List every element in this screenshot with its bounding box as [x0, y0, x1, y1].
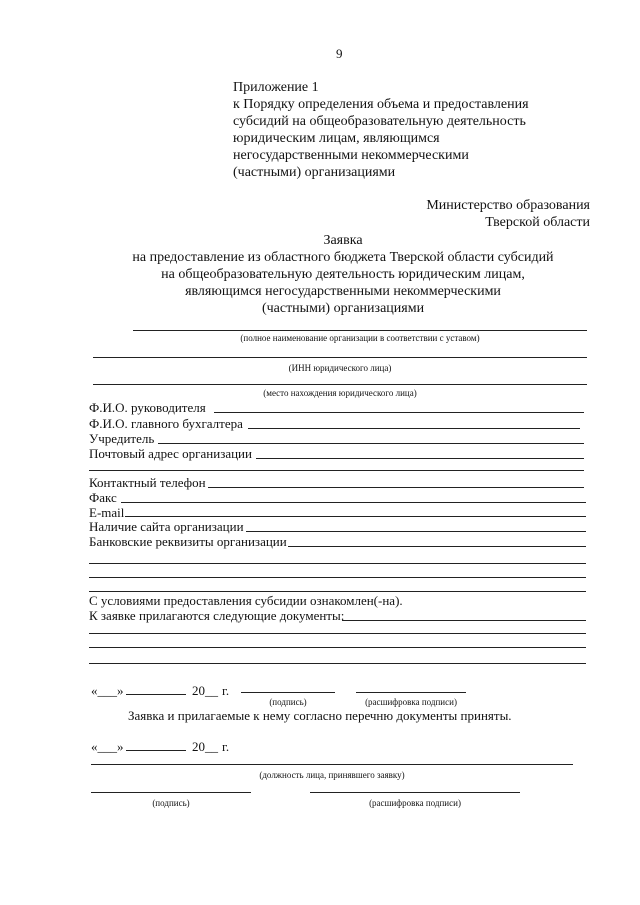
- head-line[interactable]: [214, 412, 584, 413]
- founder-line[interactable]: [158, 443, 584, 444]
- form-title: Заявка: [323, 233, 363, 248]
- bank-line-3[interactable]: [89, 577, 586, 578]
- receiver-signature-line[interactable]: [91, 792, 251, 793]
- email-label: E-mail: [89, 505, 125, 520]
- location-line[interactable]: [93, 384, 587, 385]
- postal-line-2[interactable]: [89, 470, 584, 471]
- inn-hint: (ИНН юридического лица): [288, 363, 392, 373]
- appendix-line-4: юридическим лицам, являющимся: [233, 131, 440, 146]
- documents-line[interactable]: [342, 620, 586, 621]
- addressee-line-2: Тверской области: [485, 215, 590, 230]
- bank-line[interactable]: [288, 546, 586, 547]
- accepted-text: Заявка и прилагаемые к нему согласно перечню документы приняты.: [128, 708, 512, 723]
- addressee-line-1: Министерство образования: [426, 198, 590, 213]
- bank-line-2[interactable]: [89, 563, 586, 564]
- receiver-date-year-suffix: г.: [222, 739, 230, 754]
- documents-label: К заявке прилагаются следующие документы:: [89, 608, 345, 623]
- appendix-line-2: к Порядку определения объема и предоставления: [233, 97, 529, 112]
- applicant-date-year: 20__: [192, 683, 218, 698]
- applicant-date-month-line[interactable]: [126, 694, 186, 695]
- applicant-signature-hint: (подпись): [269, 697, 307, 707]
- org-name-hint: (полное наименование организации в соответствии с уставом): [240, 333, 480, 343]
- applicant-signature-line[interactable]: [241, 692, 335, 693]
- email-line[interactable]: [125, 516, 586, 517]
- appendix-line-5: негосударственными некоммерческими: [233, 148, 469, 163]
- fax-line[interactable]: [121, 502, 586, 503]
- bank-label: Банковские реквизиты организации: [89, 534, 287, 549]
- postal-line[interactable]: [256, 458, 584, 459]
- receiver-signature-hint: (подпись): [152, 798, 190, 808]
- website-label: Наличие сайта организации: [89, 519, 244, 534]
- title-line-3: являющимся негосударственными некоммерческими: [185, 284, 501, 299]
- applicant-date-day: «___»: [91, 683, 124, 698]
- documents-line-4[interactable]: [89, 663, 586, 664]
- accountant-line[interactable]: [248, 428, 580, 429]
- documents-line-3[interactable]: [89, 647, 586, 648]
- applicant-date-year-suffix: г.: [222, 683, 230, 698]
- receiver-decoding-hint: (расшифровка подписи): [369, 798, 461, 808]
- applicant-decoding-line[interactable]: [356, 692, 466, 693]
- appendix-line-6: (частными) организациями: [233, 165, 396, 180]
- title-line-1: на предоставление из областного бюджета Тверской области субсидий: [132, 250, 554, 265]
- appendix-line-3: субсидий на общеобразовательную деятельность: [233, 114, 526, 129]
- appendix-line-1: Приложение 1: [233, 80, 319, 95]
- documents-line-2[interactable]: [89, 633, 586, 634]
- location-hint: (место нахождения юридического лица): [263, 388, 417, 398]
- phone-label: Контактный телефон: [89, 475, 206, 490]
- founder-label: Учредитель: [89, 431, 155, 446]
- title-line-4: (частными) организациями: [261, 301, 425, 316]
- phone-line[interactable]: [208, 487, 584, 488]
- org-name-line[interactable]: [133, 330, 587, 331]
- head-label: Ф.И.О. руководителя: [89, 400, 206, 415]
- page-number: 9: [336, 46, 343, 61]
- receiver-date-month-line[interactable]: [126, 750, 186, 751]
- fax-label: Факс: [89, 490, 117, 505]
- title-line-2: на общеобразовательную деятельность юридическим лицам,: [161, 267, 525, 282]
- receiver-position-line[interactable]: [91, 764, 573, 765]
- conditions-text: С условиями предоставления субсидии ознакомлен(-на).: [89, 593, 403, 608]
- postal-label: Почтовый адрес организации: [89, 446, 252, 461]
- accountant-label: Ф.И.О. главного бухгалтера: [89, 416, 243, 431]
- receiver-position-hint: (должность лица, принявшего заявку): [259, 770, 405, 780]
- website-line[interactable]: [246, 531, 586, 532]
- receiver-decoding-line[interactable]: [310, 792, 520, 793]
- applicant-decoding-hint: (расшифровка подписи): [365, 697, 457, 707]
- bank-line-4[interactable]: [89, 591, 586, 592]
- receiver-date-year: 20__: [192, 739, 218, 754]
- inn-line[interactable]: [93, 357, 587, 358]
- receiver-date-day: «___»: [91, 739, 124, 754]
